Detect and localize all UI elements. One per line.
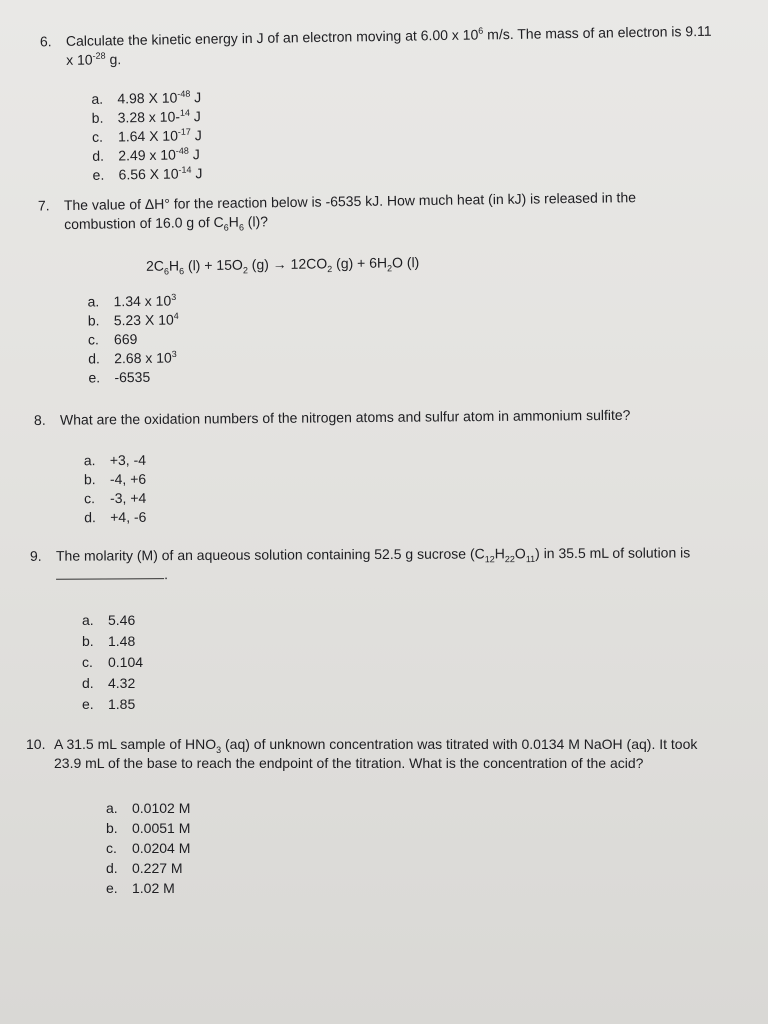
option-letter: c. <box>106 840 117 856</box>
text-run: Calculate the kinetic energy in J of an electron moving at 6.00 x 10 <box>65 26 479 49</box>
superscript: -48 <box>175 145 189 156</box>
question-number: 9. <box>29 547 42 564</box>
text-run: O <box>514 545 526 562</box>
option-text <box>117 88 201 108</box>
question-9 <box>30 543 742 585</box>
option-letter: e. <box>92 166 105 183</box>
option-d <box>88 349 179 369</box>
option-text <box>110 508 146 527</box>
question-text <box>60 405 714 430</box>
option-a <box>82 610 143 631</box>
option-c <box>106 838 190 858</box>
text-run: 6.56 X 10 <box>118 165 179 183</box>
text-run: (g) + 6H <box>332 254 388 272</box>
text-run: 1.34 x 10 <box>113 292 172 310</box>
options-9 <box>82 610 143 715</box>
reaction-equation <box>145 254 420 277</box>
subscript: 6 <box>179 266 185 277</box>
option-text <box>132 858 183 878</box>
option-d <box>106 858 190 878</box>
option-text <box>108 673 135 694</box>
option-d <box>82 673 143 694</box>
question-number: 8. <box>33 411 46 428</box>
text-run: 3.28 x 10- <box>117 108 181 126</box>
subscript: 12 <box>484 554 495 565</box>
text-run: 2.49 x 10 <box>118 146 177 164</box>
option-letter: e. <box>106 880 118 896</box>
option-text <box>110 489 146 508</box>
option-e <box>88 368 179 388</box>
option-e <box>106 878 190 898</box>
question-number: 10. <box>26 736 46 752</box>
question-number: 6. <box>39 33 52 50</box>
text-run: (aq) of unknown concentration was titrated with 0.0134 M NaOH (aq). It took 23.9 mL of the base to reach the endpoint of the titration. What is the concentration of the acid? <box>54 736 698 771</box>
text-run: H <box>168 257 180 274</box>
text-run: ) in 35.5 mL of solution is <box>535 544 691 562</box>
option-b <box>92 107 202 128</box>
option-letter: d. <box>88 350 100 367</box>
option-a <box>106 798 190 818</box>
superscript: 4 <box>173 310 179 321</box>
option-text <box>114 311 179 331</box>
text-run: The value of ΔH° for the reaction below is -6535 kJ. How much heat (in kJ) is released in the combustion of 16.0 g of C <box>63 189 637 233</box>
option-letter: d. <box>106 860 118 876</box>
option-text <box>132 838 190 858</box>
option-text <box>132 818 190 838</box>
options-10 <box>106 798 190 898</box>
option-text <box>118 126 202 146</box>
option-letter: e. <box>82 696 94 712</box>
text-run: 5.46 <box>108 612 136 628</box>
superscript: 3 <box>171 291 177 302</box>
text-run: 0.227 M <box>132 860 183 876</box>
option-letter: a. <box>91 90 104 107</box>
option-d <box>92 145 202 166</box>
text-run: A 31.5 mL sample of HNO <box>54 736 217 752</box>
question-8 <box>34 405 714 430</box>
option-letter: d. <box>82 675 94 691</box>
superscript: 14 <box>179 107 190 118</box>
option-letter: b. <box>82 633 94 649</box>
text-run: 0.0051 M <box>132 820 191 836</box>
option-text <box>110 470 146 489</box>
options-6 <box>91 88 202 185</box>
text-run: (g) → 12CO <box>247 255 328 273</box>
text-run: H <box>494 545 505 562</box>
option-e <box>92 164 202 185</box>
question-6 <box>40 22 721 71</box>
text-run: 4.32 <box>108 675 136 691</box>
text-run: 1.48 <box>108 633 136 649</box>
option-text <box>118 145 200 165</box>
text-run: -4, +6 <box>109 470 147 488</box>
option-letter: c. <box>82 654 93 670</box>
option-b <box>82 631 143 652</box>
option-text <box>114 330 138 349</box>
option-text <box>114 292 177 312</box>
option-letter: b. <box>83 471 96 488</box>
text-run: What are the oxidation numbers of the nitrogen atoms and sulfur atom in ammonium sulfite? <box>59 406 631 428</box>
subscript: 2 <box>327 264 333 275</box>
option-letter: b. <box>87 312 100 329</box>
text-run: g. <box>105 51 122 68</box>
subscript: 2 <box>387 263 393 274</box>
question-text <box>52 735 726 773</box>
subscript: 2 <box>242 265 248 276</box>
option-c <box>92 126 202 147</box>
option-text <box>132 798 190 818</box>
text-run: (l)? <box>243 213 269 230</box>
option-text <box>132 878 175 898</box>
text-run: 5.23 X 10 <box>113 311 174 329</box>
option-letter: d. <box>92 147 105 164</box>
question-7 <box>38 188 678 235</box>
option-letter: e. <box>88 369 101 386</box>
question-10 <box>26 735 726 773</box>
superscript: -48 <box>177 88 191 99</box>
text-run: 0.0204 M <box>132 840 191 856</box>
text-run: 0.0102 M <box>132 800 191 816</box>
option-letter: d. <box>84 509 96 526</box>
option-a <box>91 88 201 109</box>
option-c <box>84 489 146 508</box>
option-letter: a. <box>87 293 100 310</box>
option-text <box>114 368 150 387</box>
option-letter: b. <box>91 109 104 126</box>
option-letter: c. <box>87 331 99 348</box>
question-text <box>64 188 678 235</box>
text-run: 1.64 X 10 <box>117 127 179 145</box>
option-text <box>108 694 135 715</box>
subscript: 6 <box>238 222 244 233</box>
question-number: 7. <box>37 197 50 214</box>
option-e <box>82 694 143 715</box>
subscript: 3 <box>216 744 222 755</box>
options-8 <box>84 451 147 527</box>
option-text <box>108 610 135 631</box>
text-run: The molarity (M) of an aqueous solution containing 52.5 g sucrose (C <box>55 545 485 564</box>
subscript: 11 <box>525 554 536 565</box>
text-run: 669 <box>113 330 138 348</box>
text-run: 2.68 x 10 <box>114 349 172 367</box>
text-run: -6535 <box>114 368 151 386</box>
option-text <box>118 107 201 127</box>
text-run: H <box>228 213 239 230</box>
text-run: +4, -6 <box>110 508 147 526</box>
option-letter: a. <box>106 800 118 816</box>
option-letter: a. <box>83 452 96 469</box>
option-text <box>114 349 177 369</box>
option-text <box>108 631 135 652</box>
text-run: J <box>188 146 200 163</box>
text-run: J <box>189 108 201 125</box>
option-d <box>84 508 146 527</box>
superscript: 3 <box>171 348 177 359</box>
option-c <box>88 330 179 350</box>
option-text <box>108 652 143 673</box>
option-letter: b. <box>106 820 118 836</box>
options-7 <box>88 292 180 388</box>
option-b <box>84 470 146 489</box>
subscript: 6 <box>163 266 170 277</box>
option-text <box>110 451 146 470</box>
text-run: 2C <box>145 257 165 274</box>
text-run: (l) + 15O <box>183 256 243 274</box>
text-run: J <box>190 127 202 144</box>
text-run: O (l) <box>391 254 420 271</box>
superscript: 6 <box>478 25 484 36</box>
text-run: -3, +4 <box>110 489 147 507</box>
option-a <box>88 292 179 312</box>
superscript: -28 <box>92 50 106 61</box>
text-run: m/s. The mass of an electron is 9.11 x 10 <box>66 22 712 68</box>
superscript: -17 <box>177 126 191 137</box>
option-b <box>88 311 179 331</box>
option-text <box>118 164 202 184</box>
superscript: -14 <box>178 164 192 175</box>
text-run: 0.104 <box>108 654 144 670</box>
text-run: +3, -4 <box>109 451 147 469</box>
option-c <box>82 652 143 673</box>
option-a <box>84 451 146 470</box>
option-b <box>106 818 190 838</box>
text-run: . <box>164 566 168 583</box>
question-text <box>66 22 721 70</box>
text-run: J <box>191 165 203 182</box>
subscript: 6 <box>223 222 229 233</box>
option-letter: c. <box>91 128 104 145</box>
text-run: 4.98 X 10 <box>117 89 178 107</box>
text-run: 1.85 <box>108 696 136 712</box>
question-text <box>56 543 742 585</box>
text-run: J <box>190 89 202 106</box>
text-run: 1.02 M <box>132 880 175 896</box>
option-letter: a. <box>82 612 94 628</box>
option-letter: c. <box>84 490 96 507</box>
answer-blank <box>56 566 164 580</box>
subscript: 22 <box>504 554 515 565</box>
